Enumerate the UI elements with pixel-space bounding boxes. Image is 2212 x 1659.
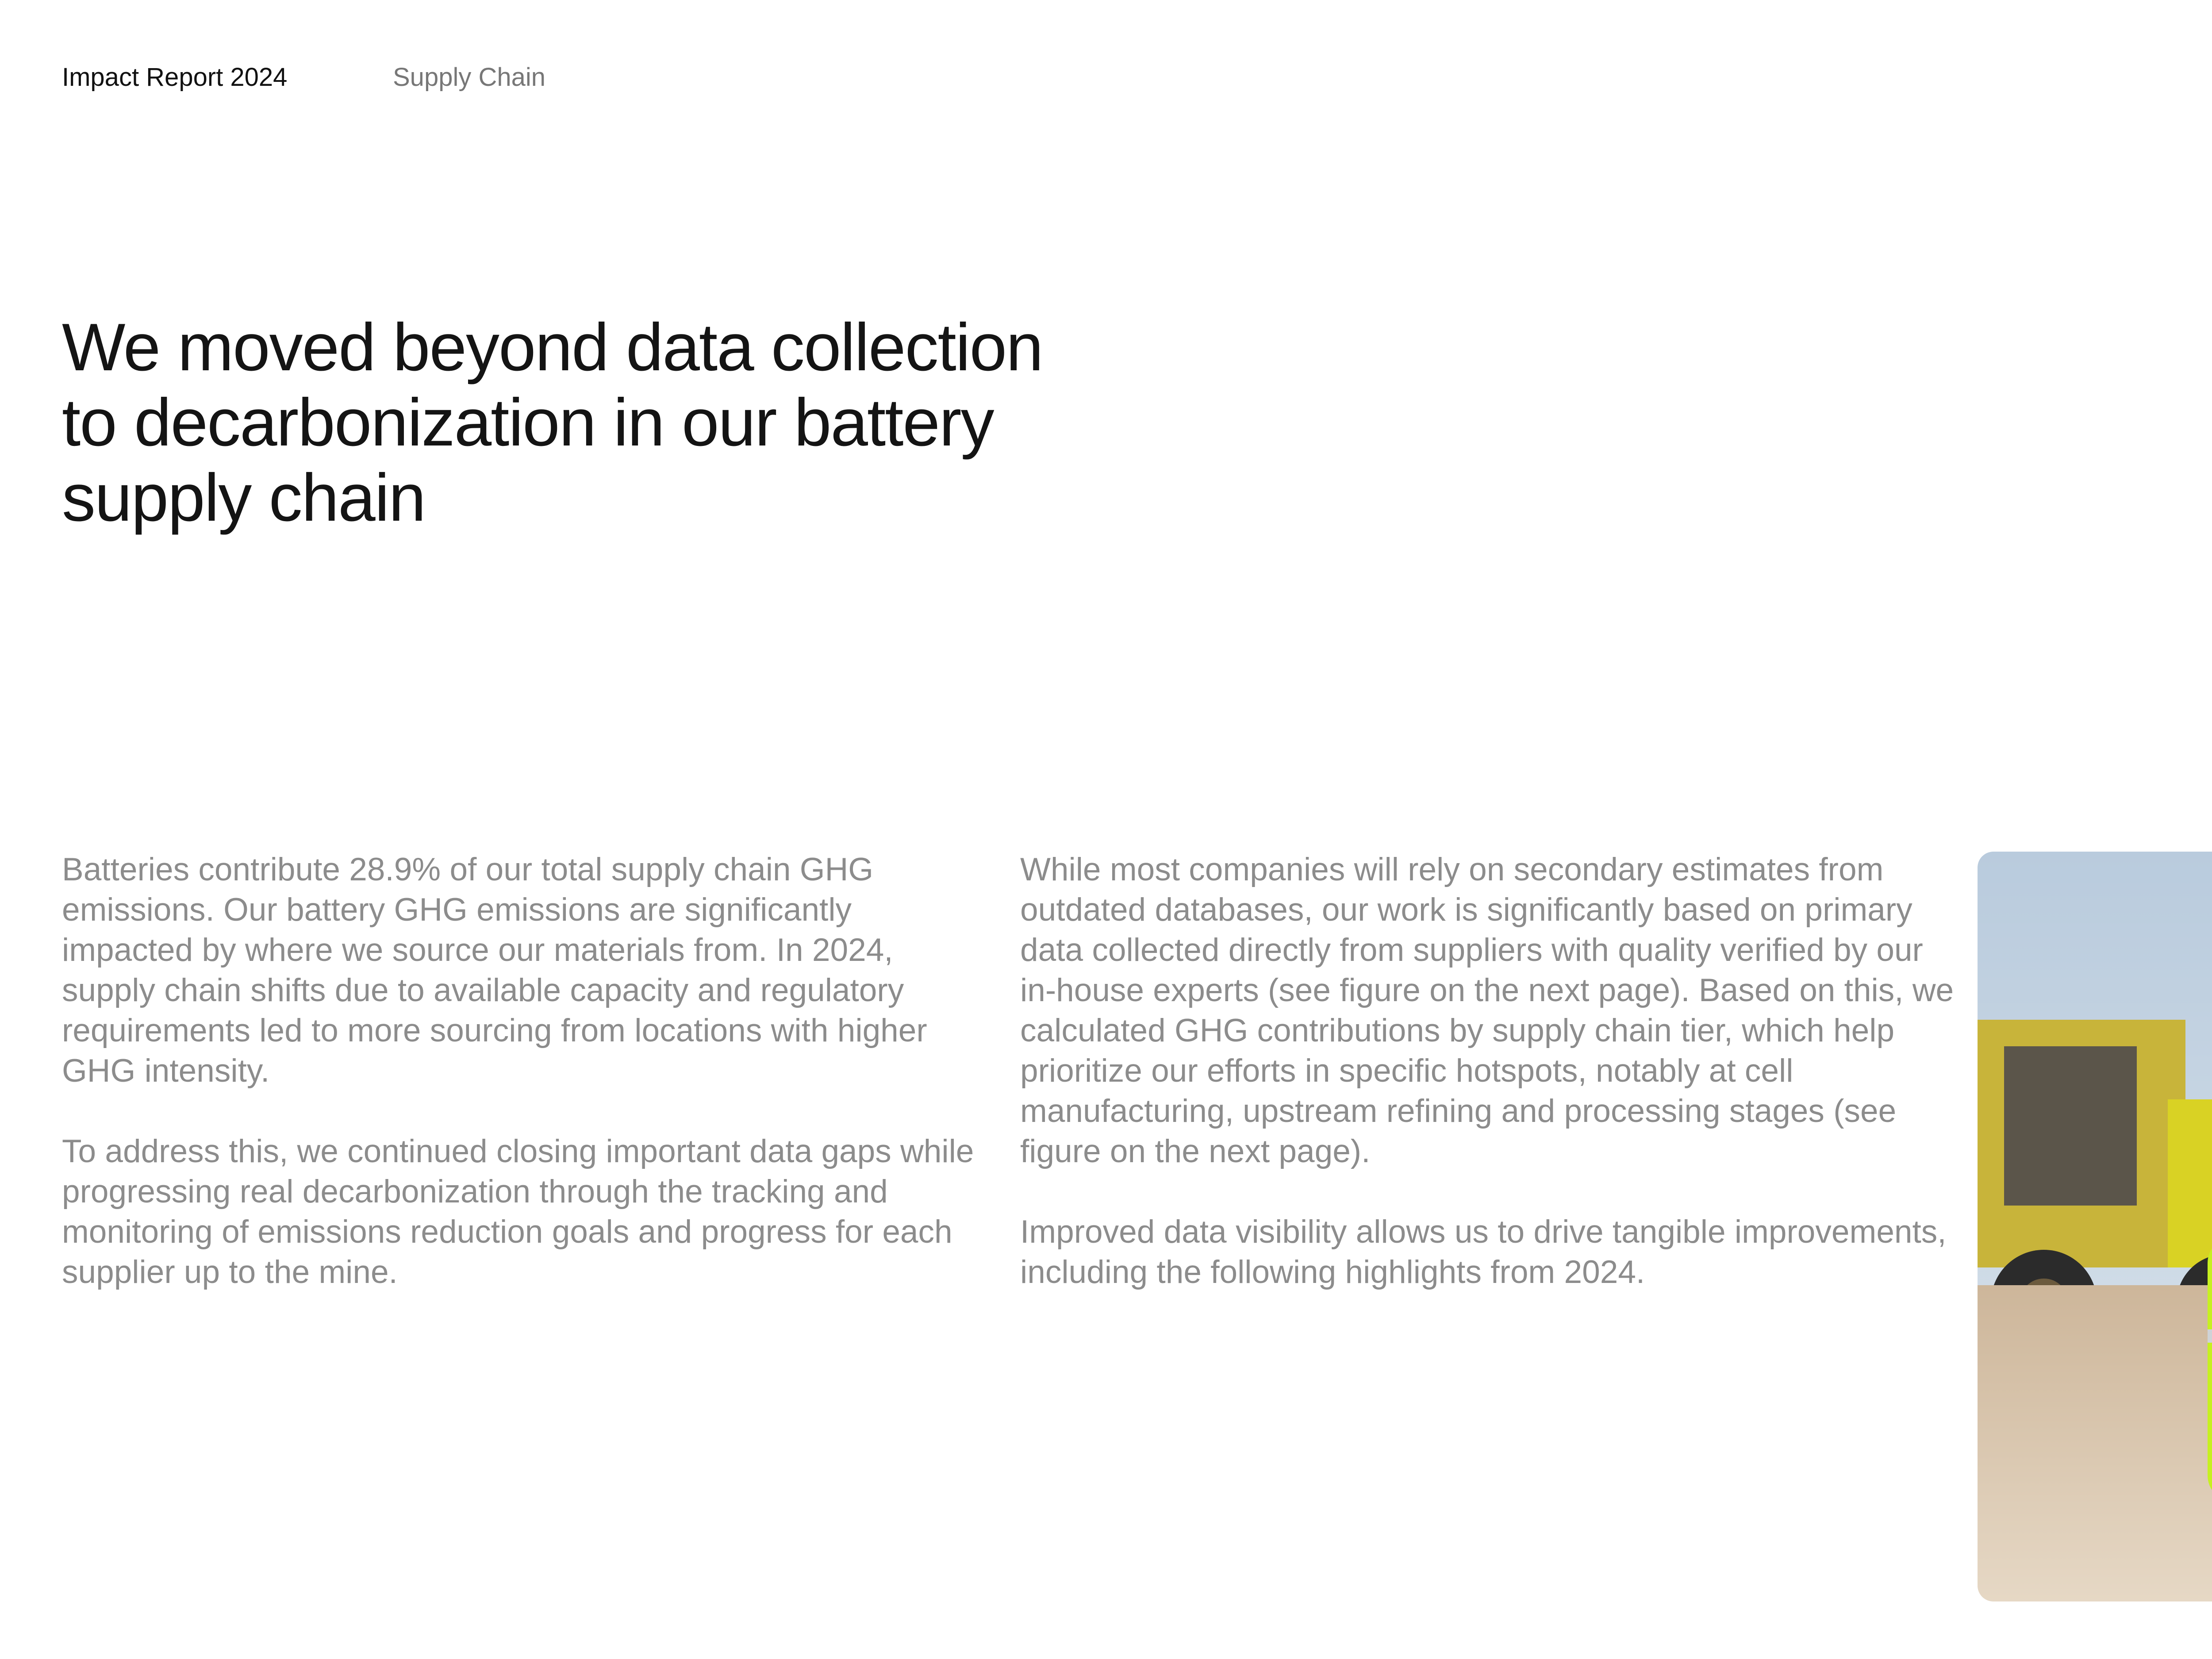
body-column-right	[1020, 849, 1958, 1333]
report-title: Impact Report 2024	[62, 63, 288, 92]
section-label: Supply Chain	[393, 63, 545, 92]
paragraph: Improved data visibility allows us to drive tangible improvements, including the following highlights from 2024.	[1020, 1214, 1947, 1290]
paragraph: To address this, we continued closing important data gaps while progressing real decarbonization through the tracking and monitoring of emissions reduction goals and progress for each supplier up to the mine.	[62, 1133, 974, 1290]
paragraph: While most companies will rely on secondary estimates from outdated databases, our work is significantly based on primary data collected directly from suppliers with quality verified by our in-house experts (see figure on the next page). Based on this, we calculated GHG contributions by supply chain tier, which help prioritize our efforts in specific hotspots, notably at cell manufacturing, upstream refining and processing stages (see figure on the next page).	[1020, 852, 1954, 1169]
photo-illustration	[1978, 852, 2212, 1601]
body-column-left	[62, 849, 982, 1333]
site-visit-photo	[1978, 852, 2212, 1601]
page-headline: We moved beyond data collection to decarbonization in our battery supply chain	[62, 310, 1043, 535]
paragraph: Batteries contribute 28.9% of our total supply chain GHG emissions. Our battery GHG emissions are significantly impacted by where we source our materials from. In 2024, supply chain shifts due to available capacity and regulatory requirements led to more sourcing from locations with higher GHG intensity.	[62, 852, 927, 1089]
